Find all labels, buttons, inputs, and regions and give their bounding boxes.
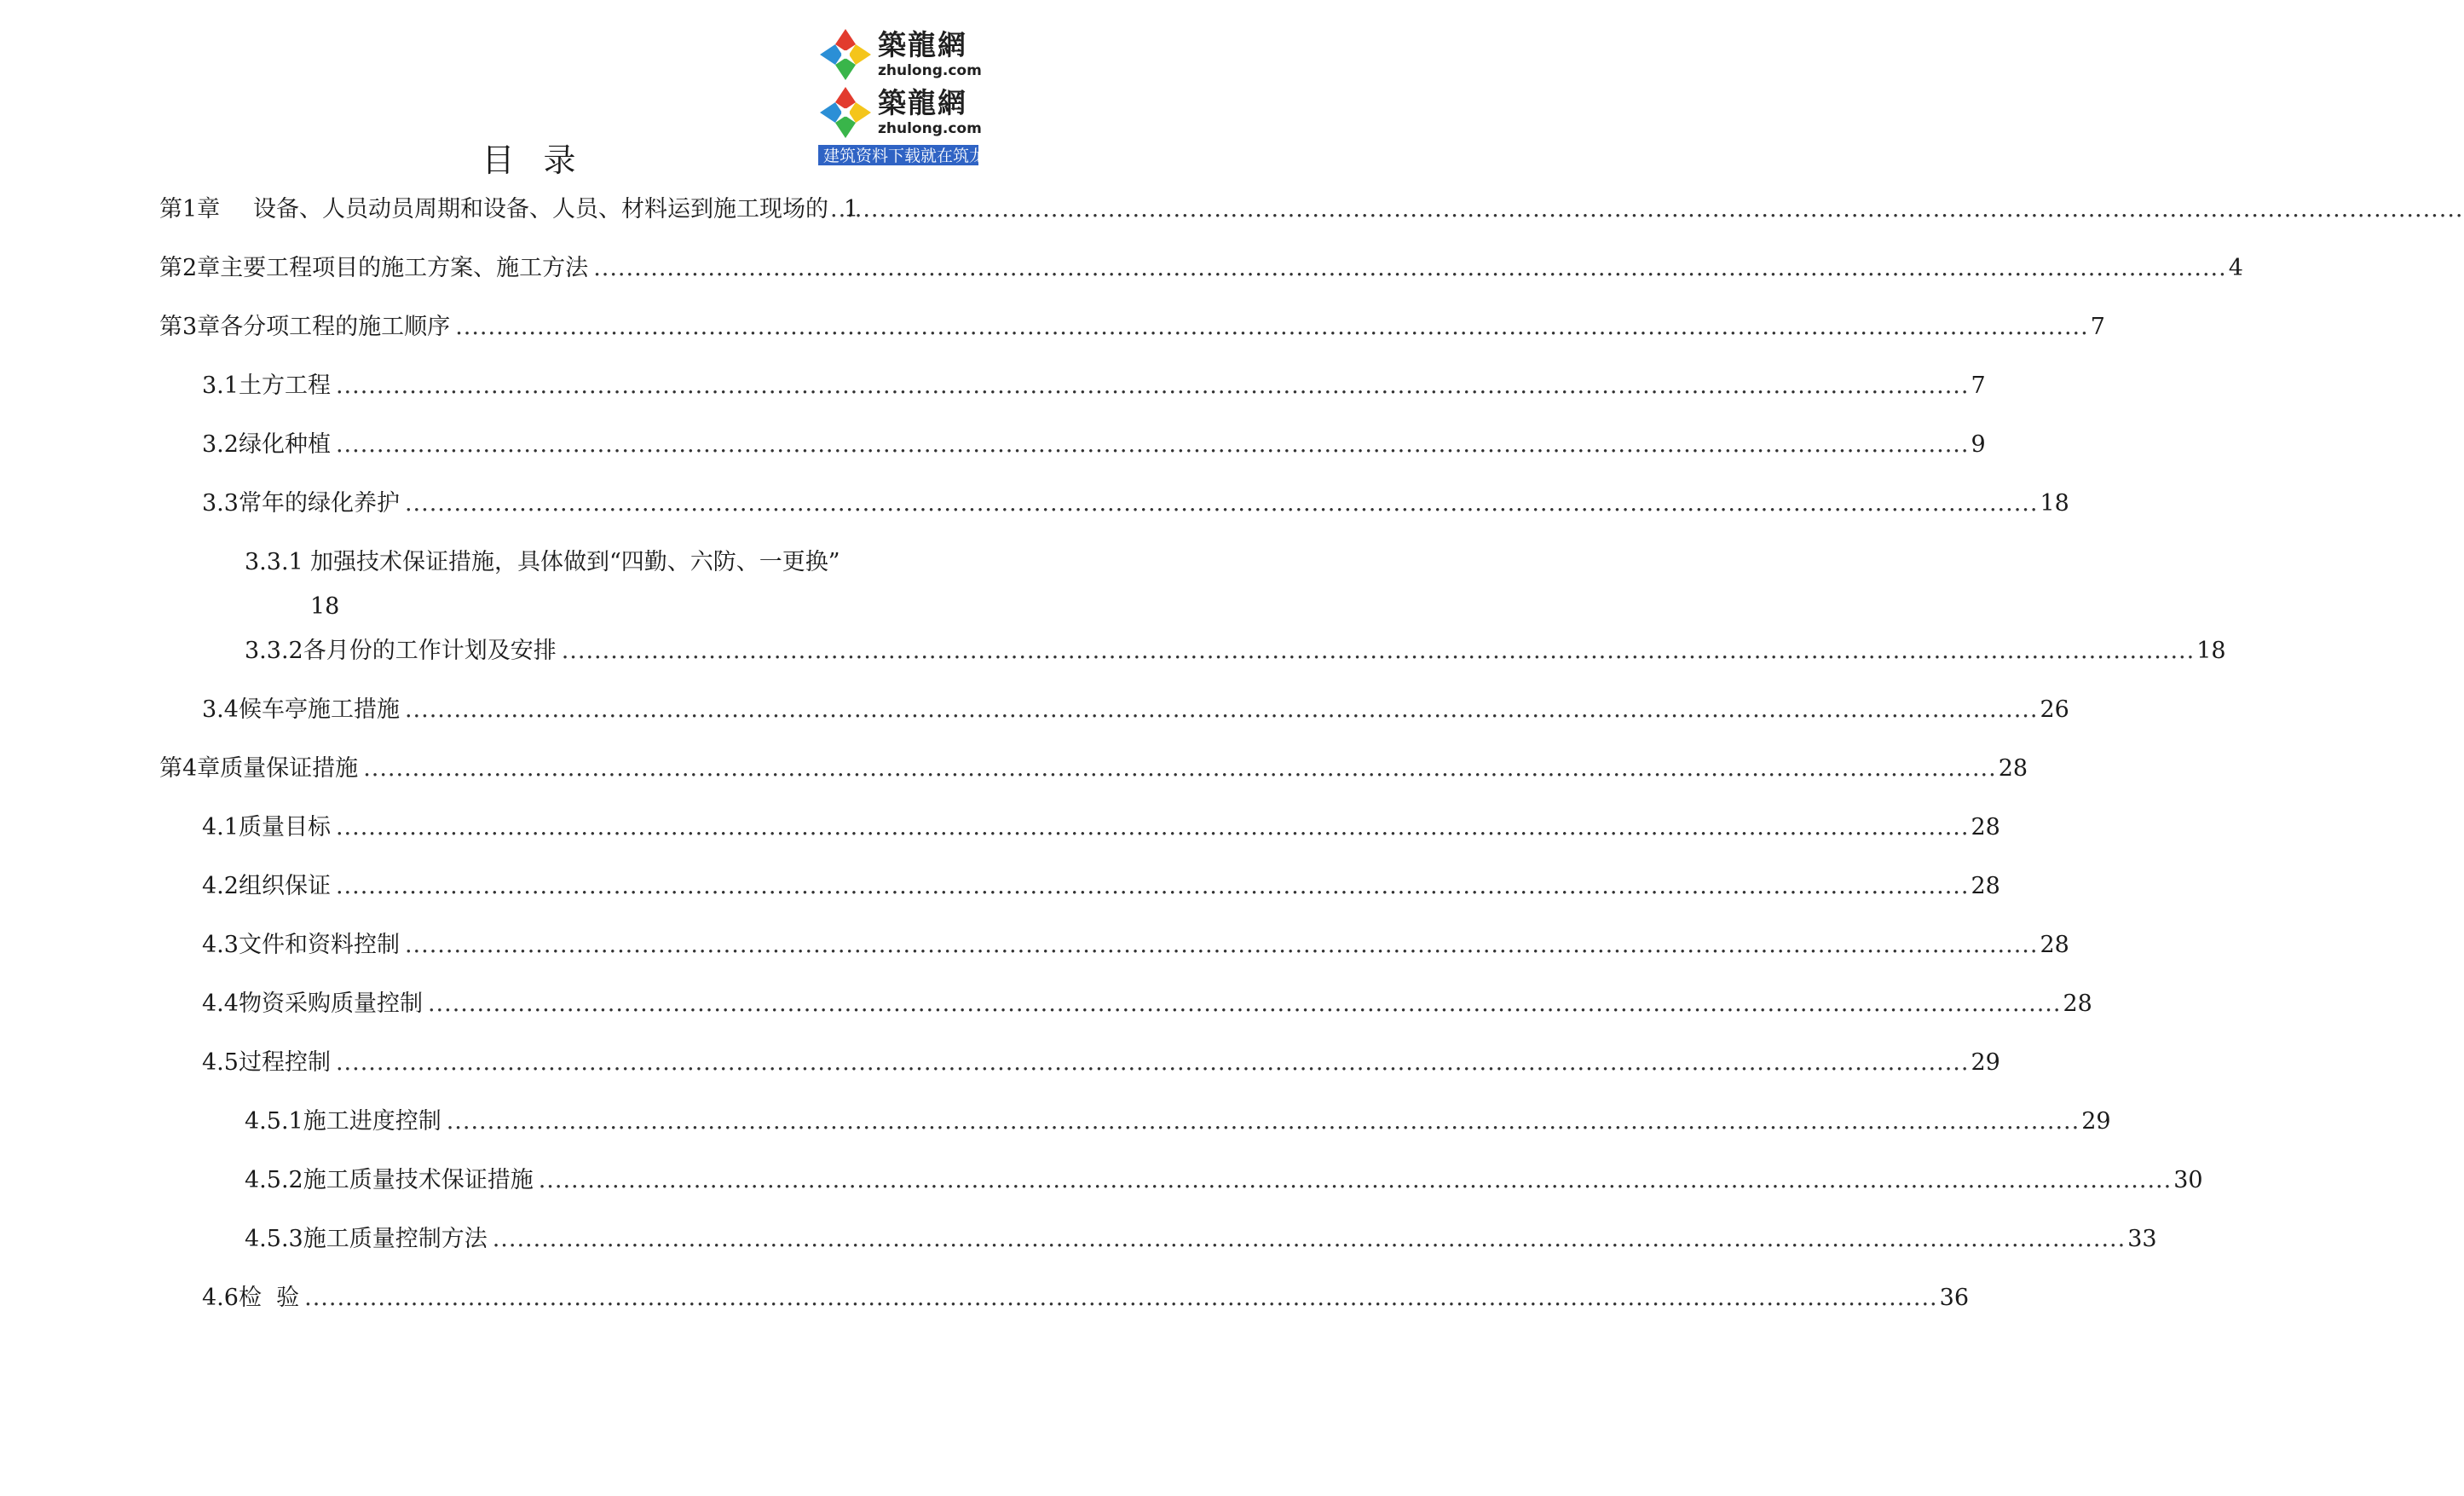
toc-entry[interactable]	[159, 193, 897, 227]
toc-text: 各月份的工作计划及安排	[303, 638, 557, 664]
toc-text: 各分项工程的施工顺序	[220, 314, 451, 340]
toc-number: 3.2	[202, 431, 239, 458]
toc-page: 1	[844, 196, 859, 222]
toc-leader	[539, 1164, 2173, 1198]
toc-number: 4.6	[202, 1285, 239, 1311]
toc-number: 4.5.1	[245, 1108, 303, 1135]
pinwheel-logo-icon	[817, 26, 874, 84]
toc-number: 第1章	[159, 196, 221, 222]
toc-entry[interactable]	[202, 693, 2069, 727]
toc-leader	[455, 310, 2089, 344]
toc-page: 26	[2040, 696, 2069, 723]
toc-leader	[336, 1046, 1970, 1080]
toc-entry[interactable]	[202, 1046, 2000, 1080]
toc-number: 第4章	[159, 755, 221, 782]
toc-leader	[447, 1105, 2080, 1139]
toc-leader	[363, 752, 1997, 786]
toc-entry[interactable]	[202, 811, 2000, 845]
toc-entry[interactable]	[245, 1222, 2157, 1256]
toc-leader	[405, 928, 2039, 962]
toc-text: 常年的绿化养护	[238, 490, 400, 517]
toc-leader	[593, 251, 2227, 286]
toc-number: 3.3.1	[245, 549, 303, 575]
toc-number: 4.5.2	[245, 1167, 303, 1193]
toc-number: 第2章	[159, 255, 221, 281]
toc-leader	[336, 428, 1970, 462]
toc-page: 7	[1971, 373, 1986, 399]
toc-page: 7	[2090, 314, 2105, 340]
toc-entry[interactable]	[159, 251, 2243, 286]
toc-entry[interactable]	[159, 310, 2105, 344]
toc-number: 4.5	[202, 1049, 239, 1076]
toc-entry[interactable]	[202, 1281, 1969, 1315]
toc-page: 29	[2081, 1108, 2111, 1135]
toc-text: 文件和资料控制	[238, 932, 400, 958]
toc-entry[interactable]	[245, 1105, 2111, 1139]
logo-domain: zhulong.com	[878, 62, 982, 79]
toc-text: 加强技术保证措施，具体做到“四勤、六防、一更换”	[310, 549, 840, 575]
toc-text: 设备、人员动员周期和设备、人员、材料运到施工现场的	[253, 196, 828, 222]
toc-page: 28	[1971, 814, 2000, 840]
toc-leader	[405, 487, 2039, 521]
toc-entry[interactable]	[245, 1164, 2203, 1198]
page-title: 目录	[482, 142, 605, 179]
logo-banner: 建筑资料下载就在筑龙网	[818, 145, 978, 165]
logo-text	[878, 28, 982, 79]
toc-text: 物资采购质量控制	[238, 991, 423, 1017]
toc-entry[interactable]	[159, 752, 2028, 786]
toc-number: 3.3.2	[245, 638, 303, 664]
logo-name: 築龍網	[878, 28, 967, 61]
toc-number: 4.1	[202, 814, 239, 840]
toc-leader	[493, 1222, 2126, 1256]
toc-entry[interactable]	[202, 487, 2069, 521]
pinwheel-logo-icon	[817, 84, 874, 142]
toc-page: 18	[2196, 638, 2226, 664]
toc-text: 主要工程项目的施工方案、施工方法	[220, 255, 589, 281]
logo-row-1	[817, 26, 987, 84]
toc-page: 18	[2040, 490, 2069, 517]
toc-page: 9	[1971, 431, 1986, 458]
toc-number: 4.4	[202, 991, 239, 1017]
toc-text: 施工进度控制	[303, 1108, 441, 1135]
toc-number: 4.2	[202, 873, 239, 899]
toc-text: 组织保证	[238, 873, 331, 899]
toc-entry[interactable]	[245, 546, 897, 580]
toc-leader	[562, 634, 2196, 668]
toc-page: 28	[2063, 991, 2092, 1017]
toc-leader	[405, 693, 2039, 727]
toc-leader	[428, 987, 2062, 1021]
toc-page: 28	[1998, 755, 2028, 782]
toc-text: 土方工程	[238, 373, 331, 399]
toc-leader	[830, 193, 842, 227]
toc-page: 4	[2228, 255, 2243, 281]
toc-text: 候车亭施工措施	[238, 696, 400, 723]
logo-name: 築龍網	[878, 86, 967, 119]
toc-leader	[304, 1281, 1938, 1315]
toc-leader	[336, 369, 1970, 403]
logo-text	[878, 86, 982, 137]
toc-number: 4.5.3	[245, 1226, 303, 1252]
toc-number: 第3章	[159, 314, 221, 340]
toc-page: 30	[2173, 1167, 2203, 1193]
toc-page-wrapped[interactable]: 18	[310, 593, 340, 620]
toc-page: 28	[2040, 932, 2069, 958]
toc-number: 3.4	[202, 696, 239, 723]
toc-leader	[336, 869, 1970, 904]
toc-page: 29	[1971, 1049, 2000, 1076]
toc-page: 36	[1939, 1285, 1969, 1311]
toc-text: 检 验	[238, 1285, 300, 1311]
toc-entry[interactable]	[202, 428, 1986, 462]
toc-entry[interactable]	[245, 634, 2226, 668]
toc-number: 4.3	[202, 932, 239, 958]
toc-entry[interactable]	[202, 369, 1986, 403]
toc-entry[interactable]	[202, 869, 2000, 904]
toc-entry[interactable]	[202, 987, 2092, 1021]
toc-text: 质量目标	[238, 814, 331, 840]
toc-text: 质量保证措施	[220, 755, 359, 782]
toc-text: 施工质量控制方法	[303, 1226, 488, 1252]
toc-page: 28	[1971, 873, 2000, 899]
toc-page: 33	[2127, 1226, 2157, 1252]
toc-number: 3.1	[202, 373, 239, 399]
logo-row-2	[817, 84, 987, 142]
logo-domain: zhulong.com	[878, 120, 982, 137]
toc-leader	[336, 811, 1970, 845]
toc-text: 施工质量技术保证措施	[303, 1167, 534, 1193]
toc-entry[interactable]	[202, 928, 2069, 962]
toc-text: 绿化种植	[238, 431, 331, 458]
toc-number: 3.3	[202, 490, 239, 517]
toc-text: 过程控制	[238, 1049, 331, 1076]
